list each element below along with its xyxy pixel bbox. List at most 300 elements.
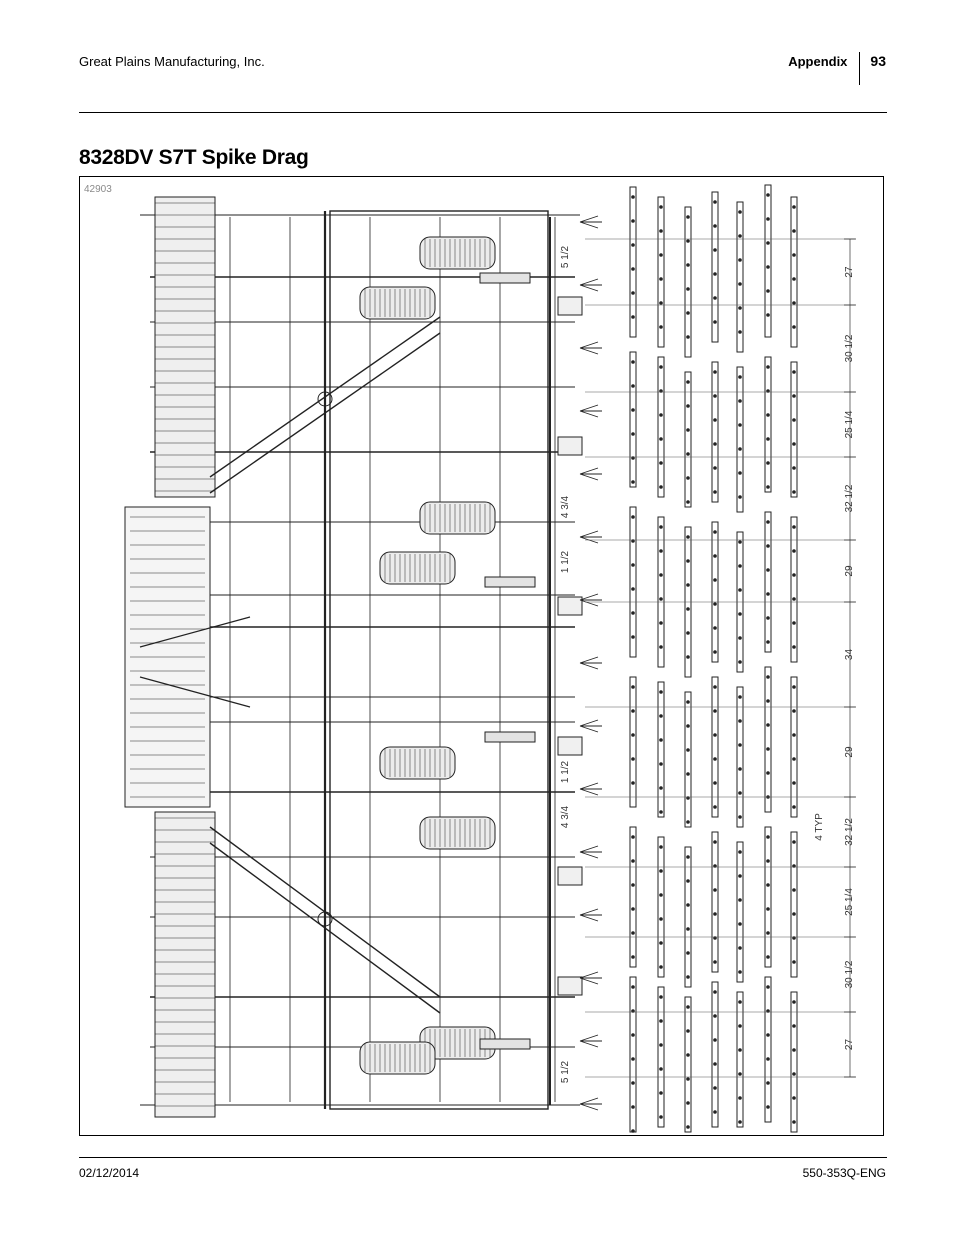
spike-tooth xyxy=(659,549,663,553)
spike-tooth xyxy=(738,588,742,592)
spring-tine xyxy=(580,468,602,480)
spike-tooth xyxy=(659,1115,663,1119)
spike-tooth xyxy=(738,660,742,664)
spike-tooth xyxy=(792,418,796,422)
machine-drawing xyxy=(125,197,602,1117)
spike-tooth xyxy=(738,898,742,902)
spike-tooth xyxy=(659,1091,663,1095)
mount-block xyxy=(558,297,582,315)
spike-tooth xyxy=(766,1105,770,1109)
spike-bar xyxy=(737,367,743,512)
spike-tooth xyxy=(713,1014,717,1018)
page-number: 93 xyxy=(870,53,886,69)
spike-tooth xyxy=(766,616,770,620)
spike-tooth xyxy=(631,1105,635,1109)
spike-tooth xyxy=(792,277,796,281)
spike-tooth xyxy=(631,907,635,911)
spike-tooth xyxy=(631,360,635,364)
spike-tooth xyxy=(631,515,635,519)
spring-tine xyxy=(580,783,602,795)
spike-tooth xyxy=(631,563,635,567)
spring-tine xyxy=(580,657,602,669)
spike-tooth xyxy=(713,490,717,494)
spike-tooth xyxy=(659,762,663,766)
spike-tooth xyxy=(631,408,635,412)
spike-tooth xyxy=(738,970,742,974)
header-right xyxy=(788,52,886,85)
spike-tooth xyxy=(686,239,690,243)
spike-tooth xyxy=(792,301,796,305)
spike-tooth xyxy=(659,525,663,529)
spike-tooth xyxy=(738,471,742,475)
spike-bar xyxy=(658,987,664,1127)
spike-bar xyxy=(737,687,743,827)
spike-tooth xyxy=(659,1067,663,1071)
spike-tooth xyxy=(792,781,796,785)
spike-tooth xyxy=(713,864,717,868)
spike-tooth xyxy=(738,1024,742,1028)
small-dimension-label: 5 1/2 xyxy=(560,1060,571,1084)
spike-tooth xyxy=(792,709,796,713)
hydraulic-cylinder xyxy=(480,273,530,283)
spike-tooth xyxy=(631,1081,635,1085)
tire xyxy=(420,817,495,849)
spike-tooth xyxy=(792,549,796,553)
spike-bar xyxy=(630,507,636,657)
spike-tooth xyxy=(713,554,717,558)
spike-bar xyxy=(791,677,797,817)
spring-tine xyxy=(580,531,602,543)
spike-tooth xyxy=(713,888,717,892)
spike-tooth xyxy=(766,699,770,703)
spike-tooth xyxy=(659,205,663,209)
spike-tooth xyxy=(713,912,717,916)
spike-tooth xyxy=(713,709,717,713)
spike-tooth xyxy=(713,272,717,276)
spike-tooth xyxy=(738,612,742,616)
spike-tooth xyxy=(738,850,742,854)
spring-tine xyxy=(580,342,602,354)
spike-bar xyxy=(630,677,636,807)
spike-tooth xyxy=(792,442,796,446)
spike-tooth xyxy=(738,946,742,950)
spring-tine xyxy=(580,279,602,291)
spike-tooth xyxy=(686,583,690,587)
spike-tooth xyxy=(766,955,770,959)
spike-tooth xyxy=(686,1005,690,1009)
spike-bar xyxy=(712,832,718,972)
technical-drawing-frame xyxy=(79,176,884,1136)
spike-tooth xyxy=(766,461,770,465)
spike-tooth xyxy=(766,640,770,644)
spike-tooth xyxy=(792,525,796,529)
spike-tooth xyxy=(792,229,796,233)
spike-tooth xyxy=(686,215,690,219)
footer-rule xyxy=(79,1157,887,1158)
spike-tooth xyxy=(631,315,635,319)
spike-tooth xyxy=(738,922,742,926)
spike-tooth xyxy=(659,437,663,441)
page-title: 8328DV S7T Spike Drag xyxy=(79,146,309,169)
spike-tooth xyxy=(766,568,770,572)
spike-tooth xyxy=(713,224,717,228)
spike-bar xyxy=(685,207,691,357)
spike-tooth xyxy=(659,573,663,577)
spike-tooth xyxy=(686,748,690,752)
spike-tooth xyxy=(686,903,690,907)
spike-bar xyxy=(630,187,636,337)
spike-tooth xyxy=(686,559,690,563)
spike-bar xyxy=(791,992,797,1132)
main-frame xyxy=(330,211,548,1109)
spike-tooth xyxy=(792,597,796,601)
spike-tooth xyxy=(766,1057,770,1061)
spring-tine xyxy=(580,1098,602,1110)
spike-tooth xyxy=(659,229,663,233)
spike-tooth xyxy=(766,985,770,989)
spike-tooth xyxy=(713,200,717,204)
spring-tine xyxy=(580,846,602,858)
spike-tooth xyxy=(792,573,796,577)
dimension-label: 32 1/2 xyxy=(844,818,855,846)
spike-tooth xyxy=(713,990,717,994)
tire xyxy=(360,1042,435,1074)
spike-tooth xyxy=(631,539,635,543)
spike-tooth xyxy=(766,835,770,839)
spike-tooth xyxy=(631,985,635,989)
dimension-label: 34 xyxy=(844,648,855,661)
spike-tooth xyxy=(686,724,690,728)
spike-tooth xyxy=(713,394,717,398)
spike-tooth xyxy=(792,805,796,809)
spike-tooth xyxy=(631,685,635,689)
spike-tooth xyxy=(686,820,690,824)
spike-tooth xyxy=(631,835,635,839)
small-dimension-label: 4 3/4 xyxy=(560,805,571,829)
spike-tooth xyxy=(792,864,796,868)
spike-tooth xyxy=(792,253,796,257)
spike-tooth xyxy=(659,413,663,417)
spike-tooth xyxy=(766,217,770,221)
spike-tooth xyxy=(738,743,742,747)
spike-tooth xyxy=(713,1062,717,1066)
spike-tooth xyxy=(713,757,717,761)
mount-block xyxy=(558,597,582,615)
spike-tooth xyxy=(792,685,796,689)
dimension-label: 30 1/2 xyxy=(844,960,855,989)
spike-tooth xyxy=(738,1072,742,1076)
spike-tooth xyxy=(659,621,663,625)
spike-tooth xyxy=(792,621,796,625)
spring-tine xyxy=(580,405,602,417)
spike-tooth xyxy=(766,931,770,935)
small-dimension-label: 1 1/2 xyxy=(560,760,571,784)
spike-tooth xyxy=(686,631,690,635)
typ-dimension-label: 4 TYP xyxy=(814,813,825,841)
spike-tooth xyxy=(686,287,690,291)
spike-tooth xyxy=(686,428,690,432)
spike-tooth xyxy=(686,607,690,611)
spike-bar xyxy=(712,522,718,662)
spike-tooth xyxy=(713,1086,717,1090)
spike-tooth xyxy=(713,840,717,844)
spike-tooth xyxy=(766,241,770,245)
spike-tooth xyxy=(766,520,770,524)
spike-bar xyxy=(658,357,664,497)
spike-tooth xyxy=(686,951,690,955)
spike-bar xyxy=(712,677,718,817)
spike-tooth xyxy=(686,335,690,339)
spike-tooth xyxy=(631,587,635,591)
spike-tooth xyxy=(631,757,635,761)
spike-tooth xyxy=(686,404,690,408)
spike-tooth xyxy=(631,291,635,295)
spike-tooth xyxy=(686,700,690,704)
spring-tine xyxy=(580,216,602,228)
spike-tooth xyxy=(659,810,663,814)
spike-tooth xyxy=(713,370,717,374)
spike-bar xyxy=(630,827,636,967)
small-dimension-label: 1 1/2 xyxy=(560,550,571,574)
spike-tooth xyxy=(686,975,690,979)
spike-tooth xyxy=(792,1048,796,1052)
spike-tooth xyxy=(738,1096,742,1100)
spike-tooth xyxy=(738,210,742,214)
spike-tooth xyxy=(659,485,663,489)
spike-bar xyxy=(765,512,771,652)
spike-tooth xyxy=(713,685,717,689)
spike-tooth xyxy=(686,535,690,539)
dimension-label: 29 xyxy=(844,565,855,577)
spike-tooth xyxy=(631,955,635,959)
spike-tooth xyxy=(631,1057,635,1061)
spike-tooth xyxy=(631,456,635,460)
spike-tooth xyxy=(792,912,796,916)
spike-tooth xyxy=(792,888,796,892)
spike-tooth xyxy=(686,927,690,931)
spike-tooth xyxy=(738,399,742,403)
dimension-label: 25 1/4 xyxy=(844,888,855,916)
spike-tooth xyxy=(713,248,717,252)
spike-tooth xyxy=(766,265,770,269)
spike-bar xyxy=(737,202,743,352)
spike-bar xyxy=(791,832,797,977)
spike-tooth xyxy=(738,375,742,379)
section-name: Appendix xyxy=(788,54,848,69)
spring-tine xyxy=(580,720,602,732)
spike-tooth xyxy=(738,874,742,878)
spike-tooth xyxy=(766,883,770,887)
spike-tooth xyxy=(766,437,770,441)
spike-tooth xyxy=(738,540,742,544)
spike-tooth xyxy=(792,325,796,329)
dimension-annotations xyxy=(560,239,856,1083)
spike-bar xyxy=(685,847,691,987)
spike-tooth xyxy=(738,636,742,640)
dimension-label: 27 xyxy=(844,266,855,278)
hydraulic-cylinder xyxy=(480,1039,530,1049)
spike-bar xyxy=(765,977,771,1122)
spike-tooth xyxy=(659,690,663,694)
dimension-label: 32 1/2 xyxy=(844,484,855,513)
spike-tooth xyxy=(766,859,770,863)
spike-tooth xyxy=(766,389,770,393)
spike-tooth xyxy=(631,480,635,484)
figure-id: 42903 xyxy=(84,184,112,195)
spike-tooth xyxy=(766,365,770,369)
spike-tooth xyxy=(766,747,770,751)
spike-tooth xyxy=(659,301,663,305)
spike-tooth xyxy=(713,650,717,654)
mount-block xyxy=(558,867,582,885)
spike-tooth xyxy=(631,931,635,935)
spike-tooth xyxy=(631,195,635,199)
hydraulic-cylinder xyxy=(485,732,535,742)
spike-tooth xyxy=(659,389,663,393)
spike-bar xyxy=(685,997,691,1132)
spike-tooth xyxy=(792,645,796,649)
spring-tine xyxy=(580,1035,602,1047)
spike-tooth xyxy=(766,485,770,489)
spike-tooth xyxy=(631,883,635,887)
spike-tooth xyxy=(792,840,796,844)
spike-tooth xyxy=(738,330,742,334)
spike-tooth xyxy=(713,1110,717,1114)
spike-tooth xyxy=(631,709,635,713)
spike-tooth xyxy=(738,423,742,427)
spike-tooth xyxy=(792,733,796,737)
spike-tooth xyxy=(738,234,742,238)
spike-tooth xyxy=(766,313,770,317)
spike-tooth xyxy=(792,960,796,964)
spike-tooth xyxy=(686,796,690,800)
spike-tooth xyxy=(792,1072,796,1076)
spike-tooth xyxy=(738,815,742,819)
spike-tooth xyxy=(659,965,663,969)
footer-doc-number: 550-353Q-ENG xyxy=(802,1166,886,1180)
spike-tooth xyxy=(686,1101,690,1105)
spike-tooth xyxy=(738,767,742,771)
spike-tooth xyxy=(713,578,717,582)
spike-tooth xyxy=(659,1019,663,1023)
tine-gang xyxy=(155,812,215,1117)
spike-tooth xyxy=(659,786,663,790)
spike-bar xyxy=(630,352,636,487)
spike-tooth xyxy=(792,1120,796,1124)
spike-bar xyxy=(658,837,664,977)
spike-tooth xyxy=(631,1009,635,1013)
spike-bar xyxy=(737,842,743,982)
small-dimension-label: 5 1/2 xyxy=(560,245,571,269)
header-rule xyxy=(79,112,887,113)
spike-tooth xyxy=(713,296,717,300)
spike-tooth xyxy=(659,714,663,718)
spike-tooth xyxy=(631,635,635,639)
header-divider xyxy=(859,52,860,85)
spike-tooth xyxy=(659,597,663,601)
spike-tooth xyxy=(792,1096,796,1100)
spike-tooth xyxy=(766,1009,770,1013)
spike-tooth xyxy=(713,418,717,422)
spring-tine xyxy=(580,972,602,984)
spike-tooth xyxy=(792,205,796,209)
spike-tooth xyxy=(766,1033,770,1037)
spike-tooth xyxy=(659,893,663,897)
spike-tooth xyxy=(659,325,663,329)
tire xyxy=(420,502,495,534)
tire xyxy=(360,287,435,319)
spike-tooth xyxy=(686,311,690,315)
spike-tooth xyxy=(713,1038,717,1042)
small-dimension-label: 4 3/4 xyxy=(560,495,571,519)
spike-tooth xyxy=(766,193,770,197)
spike-tooth xyxy=(713,733,717,737)
mount-block xyxy=(558,437,582,455)
spike-tooth xyxy=(766,413,770,417)
spike-tooth xyxy=(792,370,796,374)
spike-bar xyxy=(765,357,771,492)
spike-drag-drawing xyxy=(80,177,883,1135)
dimension-label: 30 1/2 xyxy=(844,334,855,363)
spike-tooth xyxy=(766,675,770,679)
spike-bar xyxy=(791,362,797,497)
spike-tooth xyxy=(713,626,717,630)
tire xyxy=(380,747,455,779)
tire xyxy=(380,552,455,584)
spike-tooth xyxy=(738,719,742,723)
tire xyxy=(420,237,495,269)
spike-tooth xyxy=(766,723,770,727)
spike-tooth xyxy=(686,380,690,384)
spike-tooth xyxy=(686,1125,690,1129)
company-name: Great Plains Manufacturing, Inc. xyxy=(79,54,265,69)
spike-tooth xyxy=(631,1129,635,1133)
spike-bar xyxy=(765,827,771,967)
spike-tooth xyxy=(792,466,796,470)
spike-tooth xyxy=(659,738,663,742)
spike-tooth xyxy=(659,1043,663,1047)
spike-bar xyxy=(712,192,718,342)
spike-tooth xyxy=(686,655,690,659)
spike-tooth xyxy=(631,733,635,737)
spike-tooth xyxy=(738,447,742,451)
spike-bar xyxy=(685,692,691,827)
footer-date: 02/12/2014 xyxy=(79,1166,140,1180)
spike-tooth xyxy=(713,602,717,606)
dimension-label: 29 xyxy=(844,746,855,758)
spike-tooth xyxy=(659,941,663,945)
spike-tooth xyxy=(738,306,742,310)
spike-tooth xyxy=(686,1029,690,1033)
spring-tine xyxy=(580,594,602,606)
spike-tooth xyxy=(766,1081,770,1085)
spike-tooth xyxy=(659,253,663,257)
spike-tooth xyxy=(686,476,690,480)
spike-tooth xyxy=(738,495,742,499)
spike-tooth xyxy=(659,845,663,849)
spike-tooth xyxy=(713,320,717,324)
spring-tine xyxy=(580,909,602,921)
spike-bar xyxy=(712,362,718,502)
spike-tooth xyxy=(713,530,717,534)
spike-tooth xyxy=(713,781,717,785)
mount-block xyxy=(558,977,582,995)
spike-tooth xyxy=(738,695,742,699)
spike-tooth xyxy=(766,771,770,775)
spike-tooth xyxy=(792,1024,796,1028)
spike-tooth xyxy=(686,1077,690,1081)
spike-tooth xyxy=(738,1000,742,1004)
